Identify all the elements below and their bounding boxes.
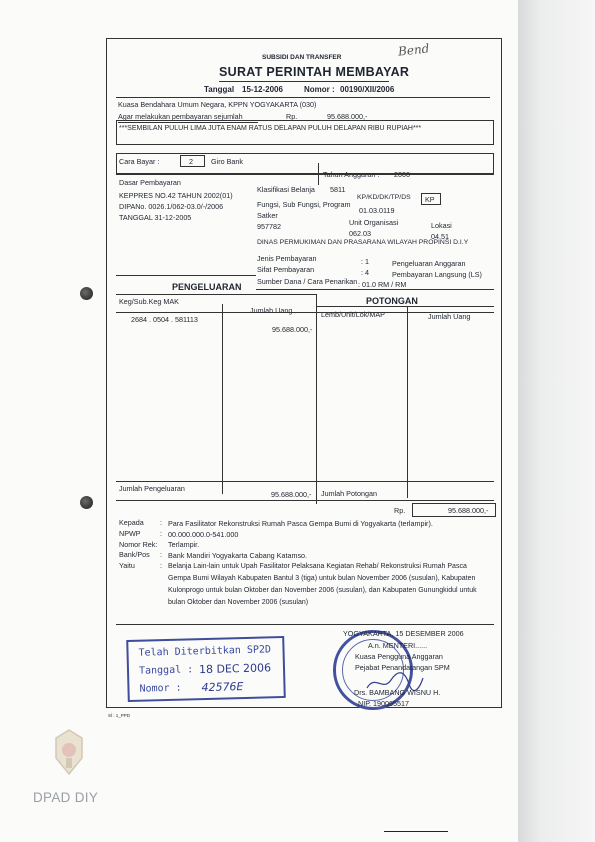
npwp-label: NPWP <box>119 529 141 538</box>
potongan-col2: Jumlah Uang <box>428 312 471 321</box>
kepada-value: Para Fasilitator Rekonstruksi Rumah Pasca Gempa Bumi di Yogyakarta (terlampir). <box>168 519 433 528</box>
date-value: 15-12-2006 <box>242 85 283 94</box>
table-top-rule <box>116 275 256 276</box>
signature-line-2: Kuasa Pengguna Anggaran <box>355 652 443 661</box>
pengeluaran-header-rule <box>116 294 316 295</box>
kp-label: KP/KD/DK/TP/DS <box>357 194 411 201</box>
pengeluaran-col1: Keg/Sub.Keg MAK <box>119 297 179 306</box>
unit-label: Unit Organisasi <box>349 218 399 227</box>
dasar-line-1: KEPPRES NO.42 TAHUN 2002(01) <box>119 191 233 200</box>
dinas-name: DINAS PERMUKIMAN DAN PRASARANA WILAYAH PROPINSI D.I.Y <box>257 239 469 246</box>
dasar-top-rule <box>116 174 494 175</box>
satker-value: 957782 <box>257 222 281 231</box>
stamp-line-1: Telah Diterbitkan SP2D <box>138 644 272 659</box>
pengeluaran-title: PENGELUARAN <box>172 282 242 292</box>
tahun-anggaran-label: Tahun Anggaran : <box>323 170 380 179</box>
yaitu-colon: : <box>160 561 162 570</box>
unit-value: 062.03 <box>349 229 371 238</box>
issuer-line2: Agar melakukan pembayaran sejumlah <box>118 112 243 121</box>
sumber-value: : 01.0 RM / RM <box>358 280 407 289</box>
sp2d-stamp <box>126 636 286 702</box>
rek-label: Nomor Rek: <box>119 540 158 549</box>
yaitu-line-1: Belanja Lain-lain untuk Upah Fasilitator Pelaksana Kegiatan Rehab/ Rekonstruksi Rumah Pasca <box>168 563 467 570</box>
column-header-rule <box>116 312 494 313</box>
punch-hole-top <box>80 287 93 300</box>
tahun-anggaran-value: 2006 <box>394 170 410 179</box>
sifat-value: Pembayaran Langsung (LS) <box>392 270 482 279</box>
signature-place-date: YOGYAKARTA, 15 DESEMBER 2006 <box>343 629 464 638</box>
rek-value: Terlampir. <box>168 540 200 549</box>
totals-bottom-rule <box>116 500 494 501</box>
pengeluaran-row-code: 2684 . 0504 . 581113 <box>131 315 198 324</box>
handwritten-note: Bend <box>397 41 430 59</box>
bottom-edge-mark <box>384 831 448 832</box>
issuer-line1: Kuasa Bendahara Umum Negara, KPPN YOGYAKARTA (030) <box>118 100 317 109</box>
nomor-label: Nomor : <box>304 85 335 94</box>
net-value: 95.688.000,- <box>448 506 489 515</box>
table-top-rule-right <box>256 289 494 290</box>
potongan-header-rule <box>316 306 494 307</box>
rp-label: Rp. <box>286 112 298 121</box>
sifat-code: : 4 <box>361 268 369 277</box>
pengeluaran-total-label: Jumlah Pengeluaran <box>119 484 185 493</box>
bank-colon: : <box>160 550 162 559</box>
potongan-title: POTONGAN <box>366 296 418 306</box>
form-title: SURAT PERINTAH MEMBAYAR <box>219 65 410 79</box>
fungsi-value: 01.03.0119 <box>359 206 395 215</box>
amount-words-box <box>116 120 494 145</box>
pengeluaran-total-value: 95.688.000,- <box>271 490 312 499</box>
jenis-value: Pengeluaran Anggaran <box>392 259 466 268</box>
pengeluaran-row-amount: 95.688.000,- <box>272 325 313 334</box>
potongan-total-label: Jumlah Potongan <box>321 489 377 498</box>
col-divider-1 <box>222 304 223 494</box>
dasar-line-3: TANGGAL 31-12-2005 <box>119 213 192 222</box>
yaitu-line-3: Kulonprogo untuk bulan Oktober dan November 2006 (susulan), dan Kabupaten Gunungkidul untuk <box>168 587 477 594</box>
jenis-code: : 1 <box>361 257 369 266</box>
npwp-value: 00.000.000.0-541.000 <box>168 530 239 539</box>
sumber-label: Sumber Dana / Cara Penarikan <box>257 277 358 286</box>
stamp-line-2-label: Tanggal : <box>138 664 194 677</box>
archive-watermark: DPAD DIY <box>33 790 99 805</box>
cara-bayar-value: Giro Bank <box>211 157 243 166</box>
stamp-line-2-value: 18 DEC 2006 <box>198 661 272 677</box>
signature-rule <box>116 624 494 625</box>
footer-code: Sl : 1_PPD <box>108 713 131 718</box>
fungsi-label: Fungsi, Sub Fungsi, Program <box>257 200 351 209</box>
klasifikasi-label: Klasifikasi Belanja <box>257 185 315 194</box>
adjacent-page-edge <box>518 0 595 842</box>
cara-bayar-code: 2 <box>189 157 193 166</box>
punch-hole-bottom <box>80 496 93 509</box>
nomor-value: 00190/XII/2006 <box>340 85 395 94</box>
satker-label: Satker <box>257 211 278 220</box>
yaitu-label: Yaitu <box>119 561 135 570</box>
title-underline <box>219 81 389 82</box>
yaitu-line-4: bulan Oktober dan November 2006 (susulan) <box>168 599 309 606</box>
bank-label: Bank/Pos <box>119 550 150 559</box>
pengeluaran-col2: Jumlah Uang <box>250 306 293 315</box>
net-label: Rp. <box>394 506 406 515</box>
header-rule <box>116 97 490 98</box>
npwp-colon: : <box>160 529 162 538</box>
bank-value: Bank Mandiri Yogyakarta Cabang Katamso. <box>168 551 308 560</box>
potongan-col1: Lemb/Unit/Lok/MAP <box>321 310 385 319</box>
kepada-colon: : <box>160 518 162 527</box>
yaitu-line-2: Gempa Bumi Wilayah Kabupaten Bantul 3 (tiga) untuk bulan November 2006 (susulan), Kabupaten <box>168 575 476 582</box>
stamp-line-3-label: Nomor : <box>139 682 182 695</box>
cara-bayar-label: Cara Bayar : <box>119 157 160 166</box>
signature-line-3: Pejabat Penandatangan SPM <box>355 663 450 672</box>
amount-words: ***SEMBILAN PULUH LIMA JUTA ENAM RATUS DELAPAN PULUH DELAPAN RIBU RUPIAH*** <box>119 125 422 132</box>
date-label: Tanggal <box>204 85 235 94</box>
dasar-line-2: DIPANo. 0026.1/062-03.0/-/2006 <box>119 202 224 211</box>
kp-value: KP <box>425 195 435 204</box>
signer-nip: NIP. 190065517 <box>358 699 410 708</box>
totals-rule <box>116 481 494 482</box>
jenis-label: Jenis Pembayaran <box>257 254 317 263</box>
col-divider-3 <box>407 306 408 498</box>
signer-name: Drs. BAMBANG WISNU H. <box>354 688 441 697</box>
stamp-line-3-value: 42576E <box>201 680 244 695</box>
col-divider-2 <box>316 294 317 504</box>
signature-line-1: A.n. MENTERI...... <box>368 641 428 650</box>
amount-value: 95.688.000,- <box>327 112 368 121</box>
lokasi-label: Lokasi <box>431 221 452 230</box>
form-category: SUBSIDI DAN TRANSFER <box>262 54 342 61</box>
cara-bayar-section <box>116 153 494 174</box>
sifat-label: Sifat Pembayaran <box>257 265 315 274</box>
archive-emblem-icon <box>52 728 86 776</box>
klasifikasi-value: 5811 <box>330 185 346 194</box>
dasar-title: Dasar Pembayaran <box>119 178 181 187</box>
kepada-label: Kepada <box>119 518 144 527</box>
lokasi-value: 04.51 <box>431 232 449 241</box>
